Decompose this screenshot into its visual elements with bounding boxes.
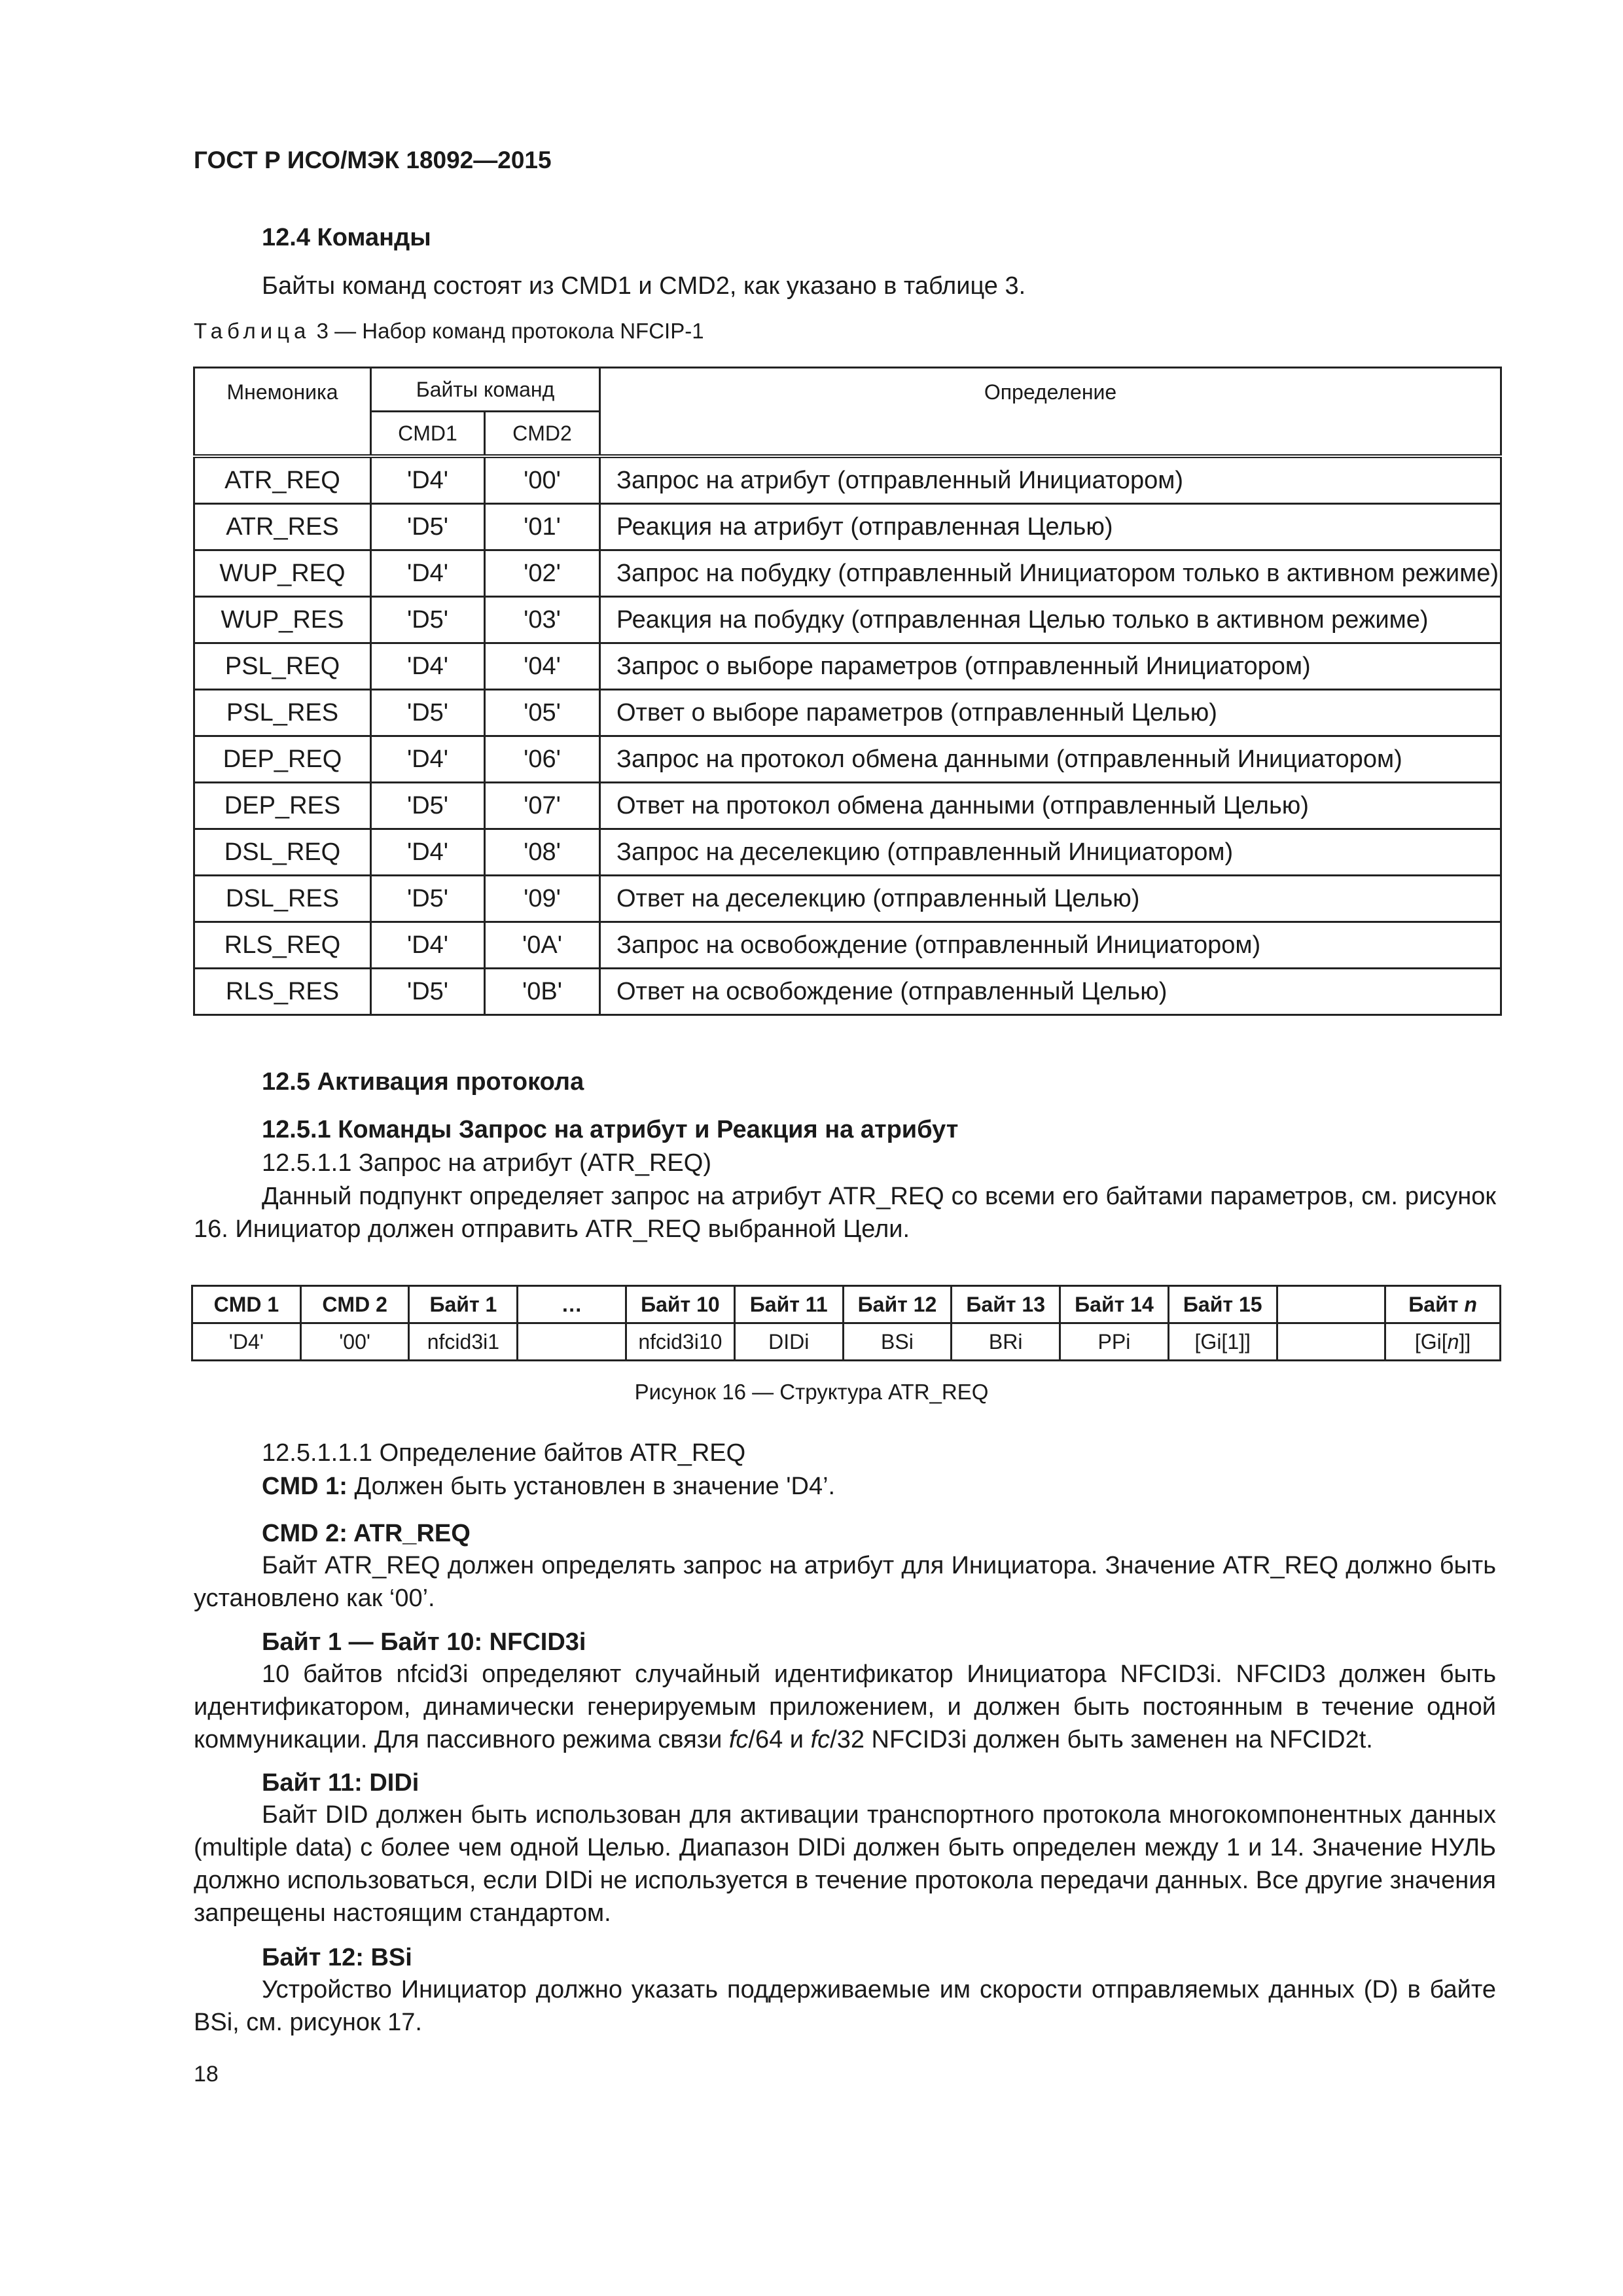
fig-value-cell: nfcid3i1 <box>409 1323 518 1361</box>
table-3-caption-word: Таблица <box>194 319 311 343</box>
figure-16-caption: Рисунок 16 — Структура ATR_REQ <box>634 1380 989 1404</box>
definition-cell: Запрос на деселекцию (отправленный Инициатором) <box>600 829 1501 876</box>
definition-cell: Ответ на деселекцию (отправленный Целью) <box>600 876 1501 922</box>
cmd2-cell: '00' <box>485 456 600 504</box>
table-3-caption <box>194 319 704 344</box>
fig-value-cell: BRi <box>952 1323 1060 1361</box>
definition-cell: Запрос на освобождение (отправленный Инициатором) <box>600 922 1501 969</box>
byte12-text: Устройство Инициатор должно указать поддерживаемые им скорости отправляемых данных (D) в байте BSi, см. рисунок 17. <box>194 1976 1496 2036</box>
cmd2-label: CMD 2: ATR_REQ <box>262 1520 471 1547</box>
table-3-header-definition: Определение <box>600 368 1501 457</box>
fig-header-cell: Байт 12 <box>843 1286 952 1323</box>
cmd2-cell: '07' <box>485 783 600 829</box>
table-3-header-cmd1: CMD1 <box>371 412 485 457</box>
table-row <box>194 456 1501 504</box>
mnemonic-cell: DSL_RES <box>194 876 371 922</box>
definition-cell: Реакция на атрибут (отправленная Целью) <box>600 504 1501 550</box>
table-row <box>194 922 1501 969</box>
cmd2-cell: '08' <box>485 829 600 876</box>
table-row <box>194 969 1501 1015</box>
cmd2-cell: '03' <box>485 597 600 643</box>
fig-value-cell: PPi <box>1060 1323 1169 1361</box>
cmd1-cell: 'D5' <box>371 690 485 736</box>
definition-cell: Запрос на протокол обмена данными (отправленный Инициатором) <box>600 736 1501 783</box>
mnemonic-cell: WUP_REQ <box>194 550 371 597</box>
mnemonic-cell: WUP_RES <box>194 597 371 643</box>
table-row <box>194 690 1501 736</box>
fig-value-cell: DIDi <box>734 1323 843 1361</box>
cmd2-cell: '05' <box>485 690 600 736</box>
fig-header-cell: Байт 11 <box>734 1286 843 1323</box>
definition-cell: Ответ на протокол обмена данными (отправленный Целью) <box>600 783 1501 829</box>
mnemonic-cell: RLS_RES <box>194 969 371 1015</box>
fig-header-cell: Байт 13 <box>952 1286 1060 1323</box>
cmd2-cell: '0A' <box>485 922 600 969</box>
cmd1-cell: 'D5' <box>371 783 485 829</box>
fig-value-cell: '00' <box>300 1323 409 1361</box>
byte11-text: Байт DID должен быть использован для активации транспортного протокола многокомпонентных данных (multiple data) с более чем одной Целью. Диапазон DIDi должен быть определен между 1 и 14. Значение НУЛЬ должно использоваться, если DIDi не используется в течение протокола передачи данных. Все другие значения запрещены настоящим стандартом. <box>194 1801 1496 1927</box>
cmd2-cell: '01' <box>485 504 600 550</box>
cmd1-definition: CMD 1: Должен быть установлен в значение 'D4’. <box>262 1473 836 1500</box>
definition-cell: Реакция на побудку (отправленная Целью только в активном режиме) <box>600 597 1501 643</box>
cmd1-cell: 'D4' <box>371 456 485 504</box>
fig-value-cell: [Gi[1]] <box>1168 1323 1277 1361</box>
cmd1-cell: 'D4' <box>371 736 485 783</box>
section-12-5-title: 12.5 Активация протокола <box>262 1068 584 1096</box>
fig-header-cell: CMD 2 <box>300 1286 409 1323</box>
fig-header-cell: … <box>518 1286 626 1323</box>
cmd2-cell: '0B' <box>485 969 600 1015</box>
section-12-5-1-1-title: 12.5.1.1 Запрос на атрибут (ATR_REQ) <box>262 1149 711 1177</box>
cmd1-cell: 'D4' <box>371 829 485 876</box>
page-number: 18 <box>194 2062 219 2087</box>
fig-header-cell: CMD 1 <box>192 1286 301 1323</box>
bytes-definition-title: 12.5.1.1.1 Определение байтов ATR_REQ <box>262 1439 746 1467</box>
figure-16-atr-req-structure <box>191 1285 1501 1361</box>
mnemonic-cell: DEP_RES <box>194 783 371 829</box>
section-12-4-title: 12.4 Команды <box>262 224 431 251</box>
figure-16-header-row <box>192 1286 1501 1323</box>
cmd2-cell: '04' <box>485 643 600 690</box>
definition-cell: Запрос на побудку (отправленный Инициатором только в активном режиме) <box>600 550 1501 597</box>
cmd1-cell: 'D5' <box>371 969 485 1015</box>
byte1-10-label: Байт 1 — Байт 10: NFCID3i <box>262 1628 586 1656</box>
definition-cell: Запрос на атрибут (отправленный Инициатором) <box>600 456 1501 504</box>
mnemonic-cell: ATR_RES <box>194 504 371 550</box>
byte11-label: Байт 11: DIDi <box>262 1769 419 1797</box>
fig-value-cell: BSi <box>843 1323 952 1361</box>
fig-value-cell <box>1277 1323 1385 1361</box>
cmd2-cell: '02' <box>485 550 600 597</box>
cmd1-cell: 'D5' <box>371 597 485 643</box>
cmd2-cell: '09' <box>485 876 600 922</box>
table-3-header-cmd2: CMD2 <box>485 412 600 457</box>
cmd1-cell: 'D4' <box>371 550 485 597</box>
standard-header: ГОСТ Р ИСО/МЭК 18092—2015 <box>194 147 552 173</box>
table-row <box>194 829 1501 876</box>
cmd2-cell: '06' <box>485 736 600 783</box>
definition-cell: Ответ о выборе параметров (отправленный Целью) <box>600 690 1501 736</box>
mnemonic-cell: PSL_RES <box>194 690 371 736</box>
cmd1-cell: 'D4' <box>371 922 485 969</box>
mnemonic-cell: PSL_REQ <box>194 643 371 690</box>
mnemonic-cell: ATR_REQ <box>194 456 371 504</box>
cmd2-text: Байт ATR_REQ должен определять запрос на атрибут для Инициатора. Значение ATR_REQ должно быть установлено как ‘00’. <box>194 1552 1496 1612</box>
table-row <box>194 597 1501 643</box>
cmd1-cell: 'D5' <box>371 504 485 550</box>
figure-16-value-row <box>192 1323 1501 1361</box>
table-3-caption-text: 3 — Набор команд протокола NFCIP-1 <box>316 319 704 343</box>
table-3-header-mnemonic: Мнемоника <box>194 368 371 457</box>
mnemonic-cell: DEP_REQ <box>194 736 371 783</box>
section-12-5-1-1-text: Данный подпункт определяет запрос на атрибут ATR_REQ со всеми его байтами параметров, см. рисунок 16. Инициатор должен отправить ATR_REQ выбранной Цели. <box>194 1183 1496 1243</box>
table-3-command-set <box>193 367 1502 1016</box>
byte1-10-text: 10 байтов nfcid3i определяют случайный идентификатор Инициатора NFCID3i. NFCID3 должен быть идентификатором, динамически генерируемым приложением, и должен быть постоянным в течение одной коммуникации. Для пассивного режима связи fc/64 и fc/32 NFCID3i должен быть заменен на NFCID2t. <box>194 1660 1496 1753</box>
cmd1-cell: 'D4' <box>371 643 485 690</box>
table-row <box>194 783 1501 829</box>
table-row <box>194 643 1501 690</box>
cmd1-cell: 'D5' <box>371 876 485 922</box>
fig-header-cell: Байт 1 <box>409 1286 518 1323</box>
definition-cell: Ответ на освобождение (отправленный Целью) <box>600 969 1501 1015</box>
mnemonic-cell: DSL_REQ <box>194 829 371 876</box>
byte12-label: Байт 12: BSi <box>262 1944 412 1971</box>
definition-cell: Запрос о выборе параметров (отправленный Инициатором) <box>600 643 1501 690</box>
fig-header-cell <box>1277 1286 1385 1323</box>
fig-header-cell: Байт 14 <box>1060 1286 1169 1323</box>
fig-header-cell: Байт 10 <box>626 1286 734 1323</box>
fig-value-cell: nfcid3i10 <box>626 1323 734 1361</box>
fig-header-cell: Байт 15 <box>1168 1286 1277 1323</box>
fig-value-cell <box>518 1323 626 1361</box>
table-row <box>194 504 1501 550</box>
table-row <box>194 550 1501 597</box>
mnemonic-cell: RLS_REQ <box>194 922 371 969</box>
section-12-5-1-title: 12.5.1 Команды Запрос на атрибут и Реакция на атрибут <box>262 1116 959 1143</box>
fig-header-cell-last: Байт n <box>1385 1286 1501 1323</box>
fig-value-cell: 'D4' <box>192 1323 301 1361</box>
table-row <box>194 876 1501 922</box>
section-12-4-intro: Байты команд состоят из CMD1 и CMD2, как указано в таблице 3. <box>262 272 1026 300</box>
table-3-header-bytes: Байты команд <box>371 368 600 412</box>
fig-value-cell-last: [Gi[n]] <box>1385 1323 1501 1361</box>
table-row <box>194 736 1501 783</box>
